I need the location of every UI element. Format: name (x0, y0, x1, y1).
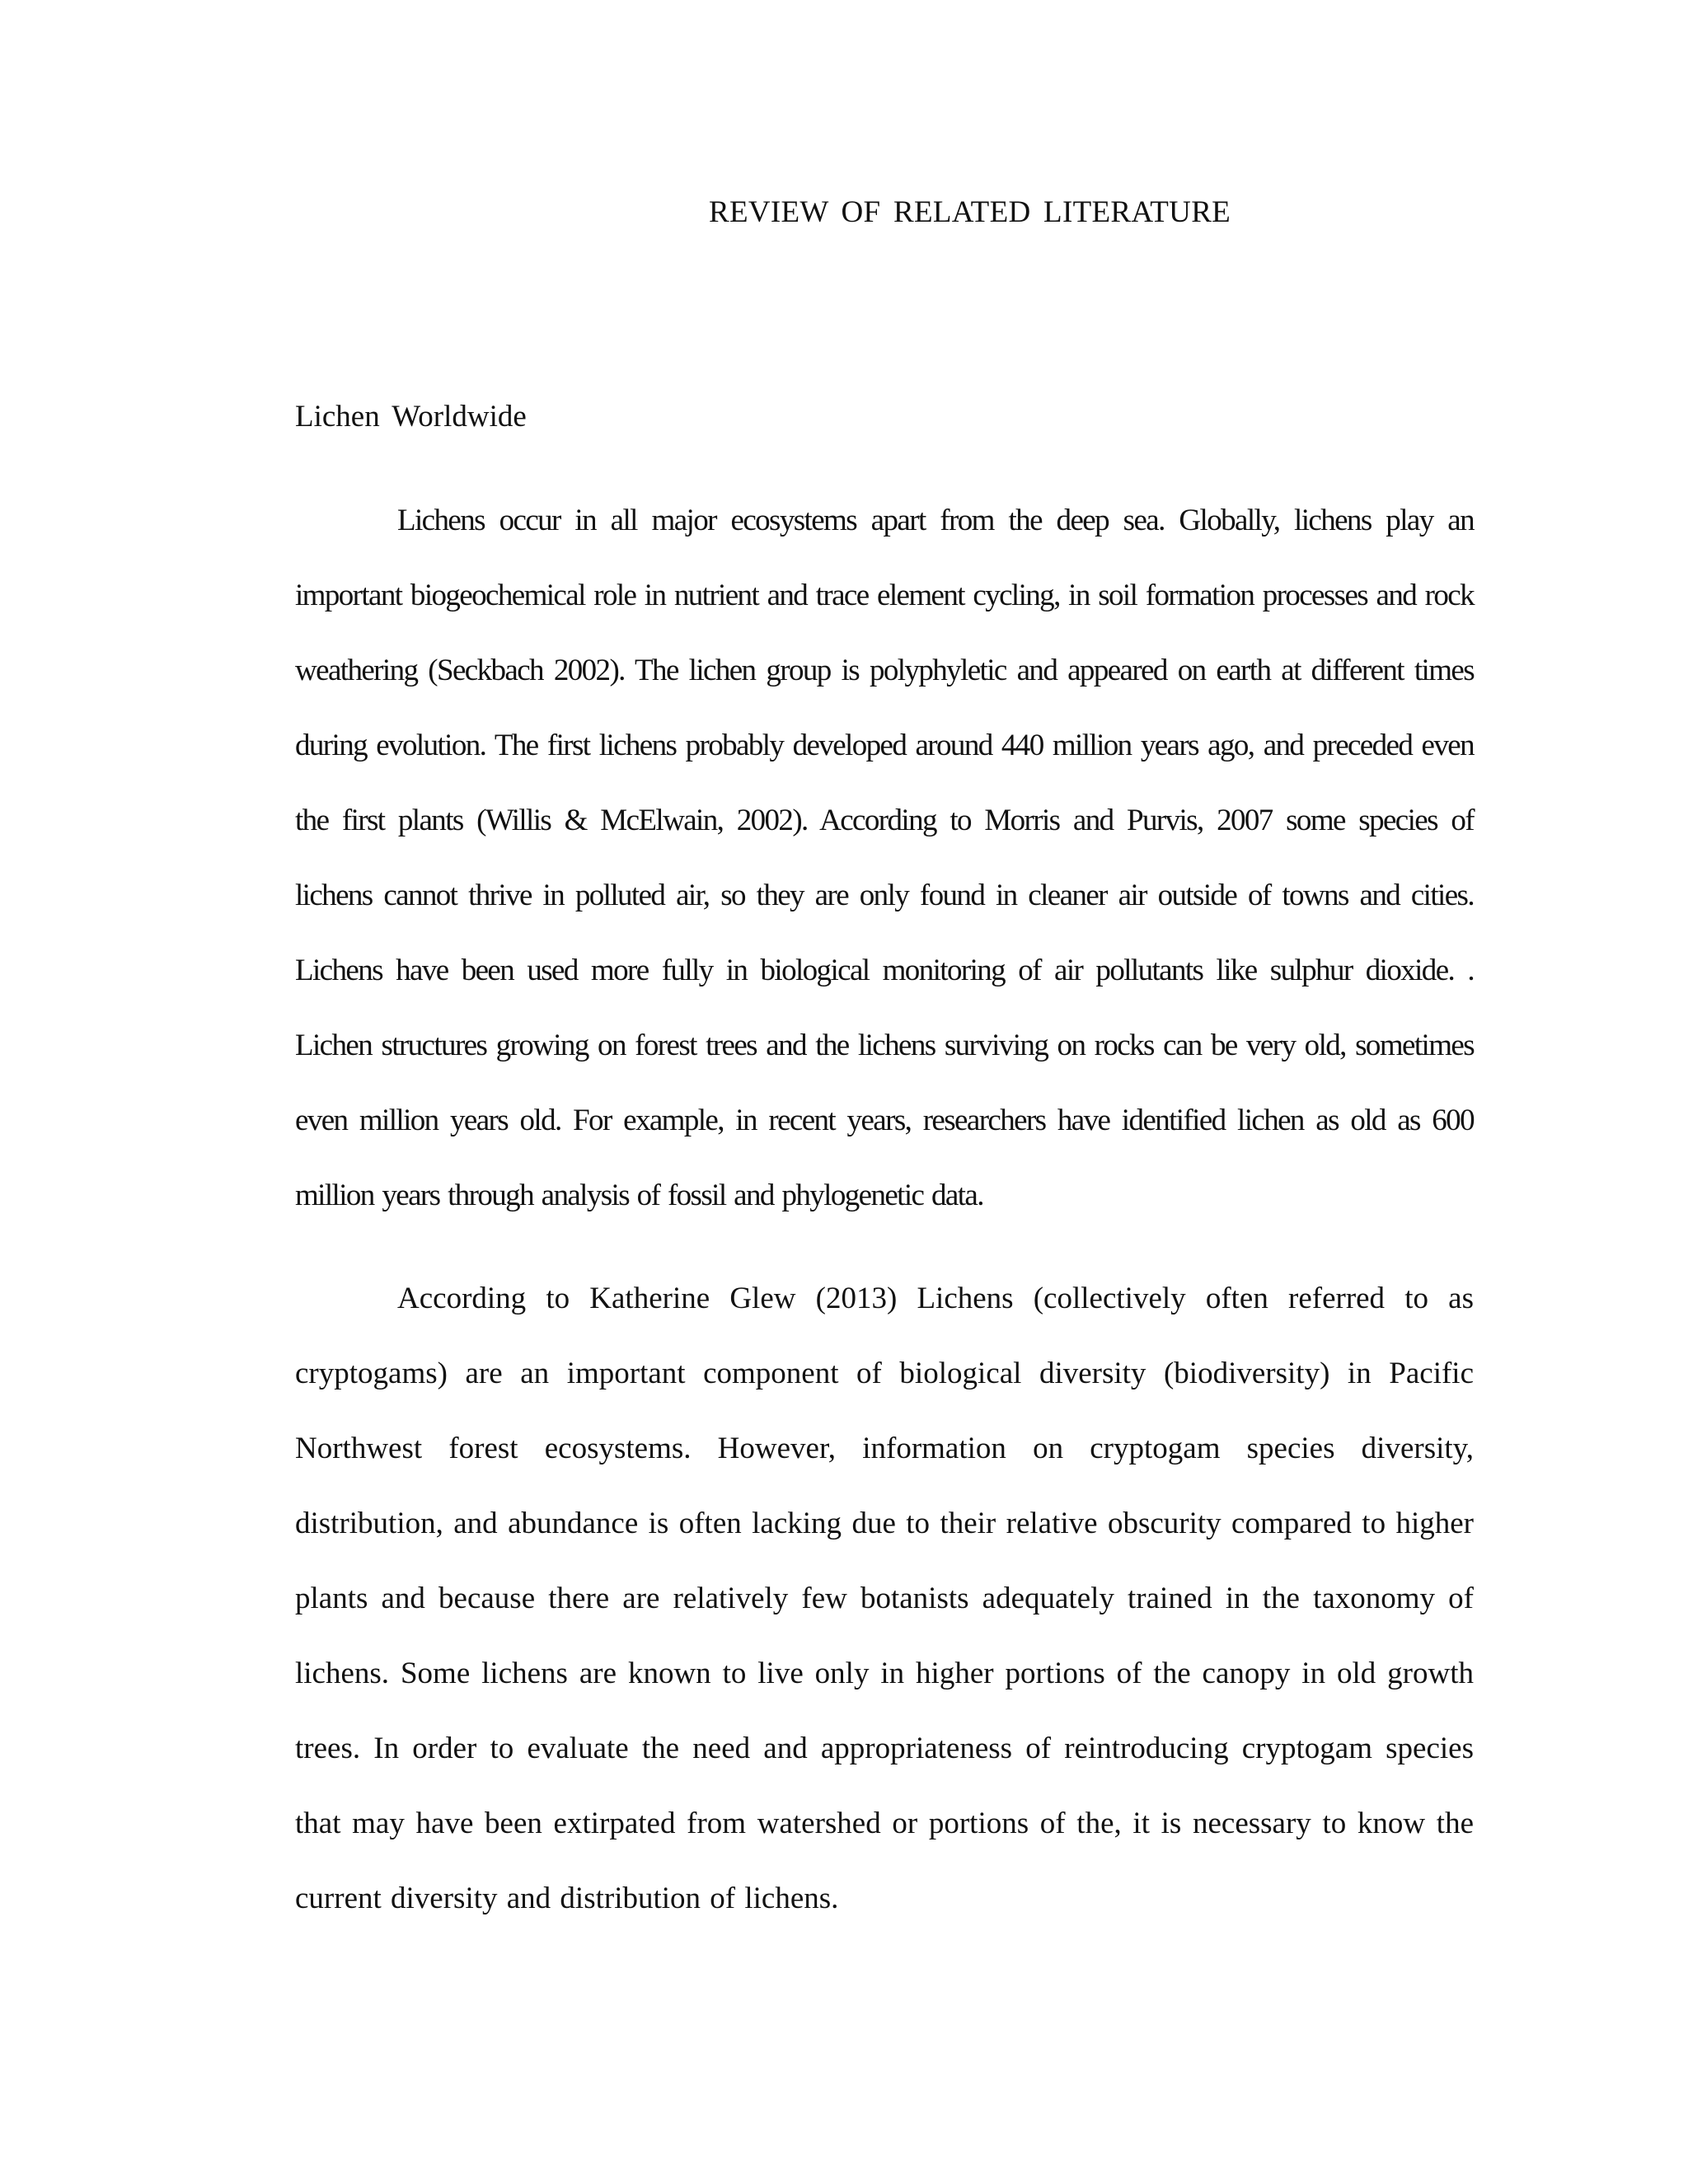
paragraph-katherine-glew: According to Katherine Glew (2013) Lichens (collectively often referred to as cryptogams) are an important component of biological diversity (biodiversity) in Pacific Northwest forest ecosystems. However, information on cryptogam species diversity, distribution, and abundance is often lacking due to their relative obscurity compared to higher plants and because there are relatively few botanists adequately trained in the taxonomy of lichens. Some lichens are known to live only in higher portions of the canopy in old growth trees. In order to evaluate the need and appropriateness of reintroducing cryptogam species that may have been extirpated from watershed or portions of the, it is necessary to know the current diversity and distribution of lichens. (295, 1282, 1474, 1915)
page-title: REVIEW OF RELATED LITERATURE (709, 195, 1231, 229)
section-heading: Lichen Worldwide (295, 400, 527, 434)
paragraph-lichens-occur: Lichens occur in all major ecosystems apart from the deep sea. Globally, lichens play an important biogeochemical role in nutrient and trace element cycling, in soil formation processes and rock weathering (Seckbach 2002). The lichen group is polyphyletic and appeared on earth at different times during evolution. The first lichens probably developed around 440 million years ago, and preceded even the first plants (Willis & McElwain, 2002). According to Morris and Purvis, 2007 some species of lichens cannot thrive in polluted air, so they are only found in cleaner air outside of towns and cities. Lichens have been used more fully in biological monitoring of air pollutants like sulphur dioxide. . Lichen structures growing on forest trees and the lichens surviving on rocks can be very old, sometimes even million years old. For example, in recent years, researchers have identified lichen as old as 600 million years through analysis of fossil and phylogenetic data. (295, 504, 1474, 1212)
